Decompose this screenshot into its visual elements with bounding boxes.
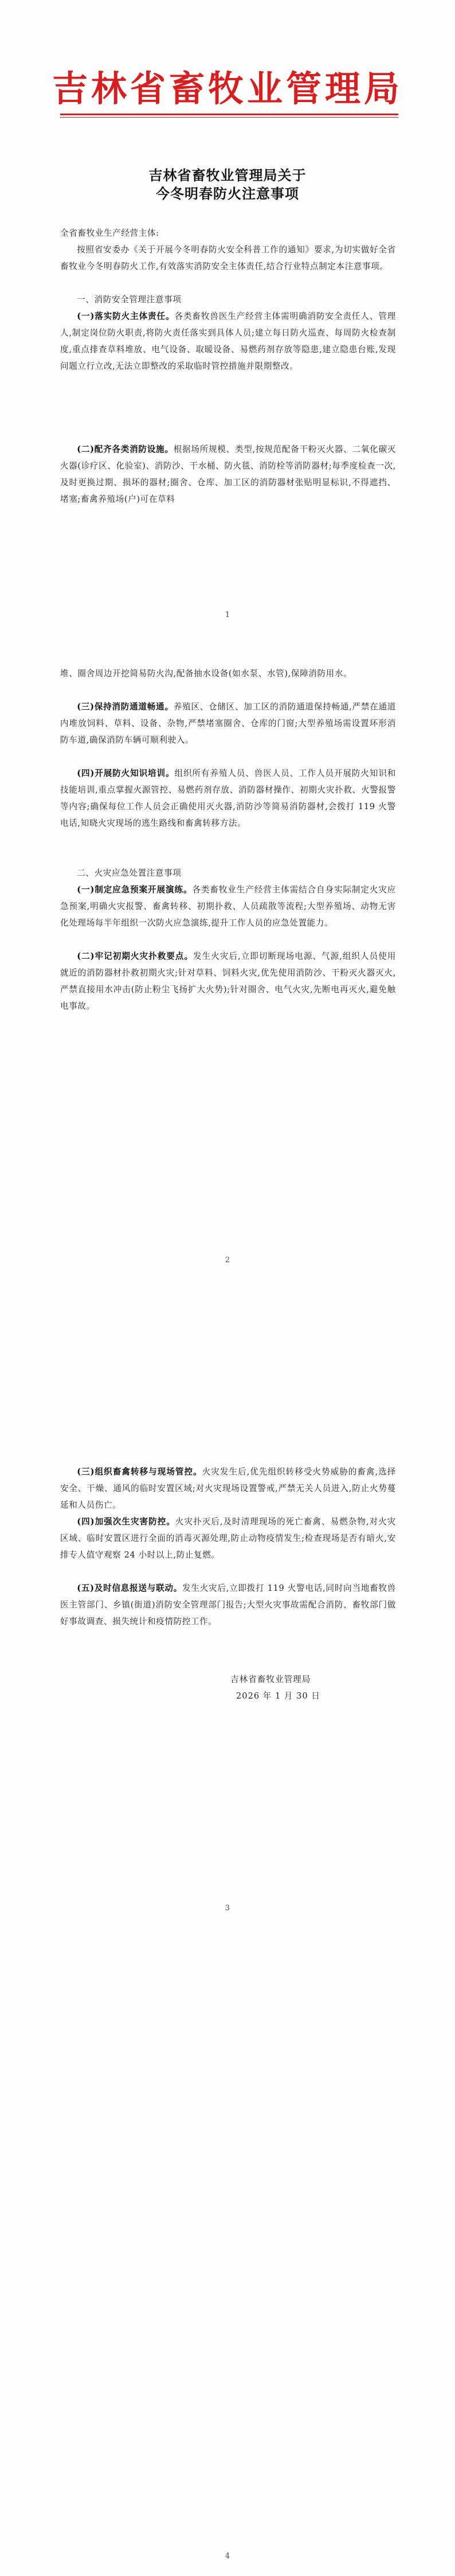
paragraph-secondary-disaster xyxy=(60,1513,396,1563)
paragraph-body: 发生火灾后,立即拨打 119 火警电话,同时向当地畜牧兽医主管部门、乡镇(街道)消防安全管理部门报告;大型火灾事故需配合消防、畜牧部门做好事故调查、损失统计和疫情防控工作。 xyxy=(60,1583,396,1626)
signature-date: 2026 年 1 月 30 日 xyxy=(236,1691,320,1701)
paragraph-body: 各类畜牧业生产经营主体需结合自身实际制定火灾应急预案,明确火灾报警、畜禽转移、初期扑救、人员疏散等流程;大型养殖场、动物无害化处理场每半年组织一次防火应急演练,提升工作人员的应急处置能力。 xyxy=(60,885,396,928)
section-heading-emergency: 二、火灾应急处置注意事项 xyxy=(77,868,182,878)
paragraph-fire-responsibility xyxy=(60,308,396,374)
paragraph-body: 发生火灾后,立即切断现场电源、气源,组织人员使用就近的消防器材扑救初期火灾;针对草料、饲料火灾,优先使用消防沙、干粉灭火器灭火,严禁直接用水冲击(防止粉尘飞扬扩大火势);针对圈舍、电气火灾,先断电再灭火,避免触电事故。 xyxy=(60,951,396,1011)
letterhead-red-rule xyxy=(60,114,398,115)
section-heading-fire-management: 一、消防安全管理注意事项 xyxy=(77,295,182,305)
paragraph-livestock-transfer xyxy=(60,1463,396,1513)
paragraph-initial-firefighting xyxy=(60,948,396,1014)
paragraph-body: 养殖区、仓储区、加工区的消防通道保持畅通,严禁在通道内堆放饲料、草料、设备、杂物,严禁堵塞圈舍、仓库的门窗;大型养殖场需设置环形消防车道,确保消防车辆可顺利驶入。 xyxy=(60,702,396,745)
paragraph-body: 火灾发生后,优先组织转移受火势威胁的畜禽,选择安全、干燥、通风的临时安置区域;对火灾现场设置警戒,严禁无关人员进入,防止火势蔓延和人员伤亡。 xyxy=(60,1467,396,1510)
paragraph-lead: (五)及时信息报送与联动。 xyxy=(77,1583,183,1593)
paragraph-lead: (四)开展防火知识培训。 xyxy=(77,768,175,778)
paragraph-lead: (三)组织畜禽转移与现场管控。 xyxy=(77,1467,202,1477)
paragraph-information-report xyxy=(60,1580,396,1630)
document-title-line2: 今冬明春防火注意事项 xyxy=(156,185,299,202)
paragraph-fire-facilities xyxy=(60,441,396,508)
paragraph-lead: (一)制定应急预案开展演练。 xyxy=(77,885,193,895)
page-number: 1 xyxy=(225,611,230,619)
document-title-line1: 吉林省畜牧业管理局关于 xyxy=(148,167,307,184)
letterhead-red-rule-thin xyxy=(60,117,398,118)
signature-org: 吉林省畜牧业管理局 xyxy=(230,1675,311,1684)
page-number: 3 xyxy=(225,1904,230,1913)
letterhead-title: 吉林省畜牧业管理局 xyxy=(52,68,403,110)
page-number: 4 xyxy=(225,2552,230,2561)
paragraph-lead: (一)落实防火主体责任。 xyxy=(77,311,175,321)
salutation: 全省畜牧业生产经营主体: xyxy=(60,228,159,238)
paragraph-lead: (三)保持消防通道畅通。 xyxy=(77,702,174,712)
paragraph-lead: (二)配齐各类消防设施。 xyxy=(77,444,174,454)
paragraph-body: 各类畜牧兽医生产经营主体需明确消防安全责任人、管理人,制定岗位防火职责,将防火责任落实到具体人员;建立每日防火巡查、每周防火检查制度,重点排查草料堆放、电气设备、取暖设备、易燃药剂存放等隐患,建立隐患台账,发现问题立行立改,无法立即整改的采取临时管控措施并限期整改。 xyxy=(60,311,396,371)
intro-paragraph: 按照省安委办《关于开展今冬明春防火安全科普工作的通知》要求,为切实做好全省畜牧业今冬明春防火工作,有效落实消防安全主体责任,结合行业特点制定本注意事项。 xyxy=(60,245,396,271)
paragraph-body: 根据场所规模、类型,按规范配备干粉灭火器、二氧化碳灭火器(诊疗区、化验室)、消防沙、干水桶、防火毯、消防栓等消防器材;每季度检查一次,及时更换过期、损坏的器材;圈舍、仓库、加工区的消防器材张贴明显标识,不得遮挡、堵塞;畜禽养殖场(户)可在草料 xyxy=(60,444,396,504)
paragraph-body: 组织所有养殖人员、兽医人员、工作人员开展防火知识和技能培训,重点掌握火源管控、易燃药剂存放、消防器材操作、初期火灾扑救、火警报警等内容;确保每位工作人员会正确使用灭火器,消防沙等简易消防器材,会拨打 119 火警电话,知晓火灾现场的逃生路线和畜禽转移方法。 xyxy=(60,768,396,828)
paragraph-fire-facilities-continued: 堆、圈舍周边开挖简易防火沟,配备抽水设备(如水泵、水管),保障消防用水。 xyxy=(60,669,352,678)
paragraph-lead: (四)加强次生灾害防控。 xyxy=(77,1517,175,1527)
paragraph-body: 火灾扑灭后,及时清理现场的死亡畜禽、易燃杂物,对火灾区域、临时安置区进行全面的消毒灭源处理,防止动物疫情发生;检查现场是否有暗火,安排专人值守观察 24 小时以上,防止复燃。 xyxy=(60,1517,396,1560)
paragraph-fire-passage xyxy=(60,698,396,748)
paragraph-fire-training xyxy=(60,765,396,832)
paragraph-lead: (二)牢记初期火灾扑救要点。 xyxy=(77,951,194,961)
page-number: 2 xyxy=(225,1256,230,1264)
paragraph-emergency-plan xyxy=(60,881,396,931)
